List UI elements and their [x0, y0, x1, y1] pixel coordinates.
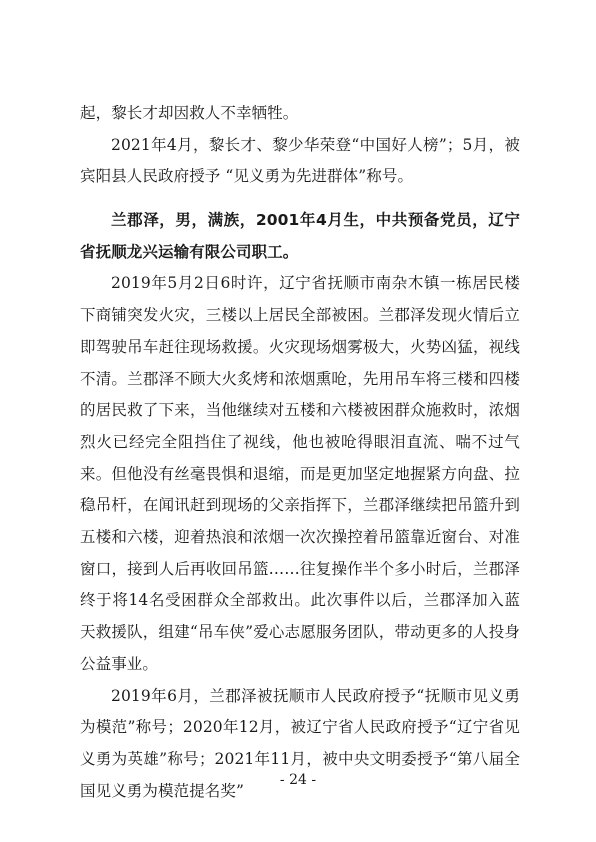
paragraph-honors-li: 2021年4月，黎长才、黎少华荣登“中国好人榜”；5月，被宾阳县人民政府授予 “见义勇为先进群体”称号。: [80, 135, 520, 186]
top-text-block: [80, 98, 520, 193]
paragraph-honors-lan: 2019年6月，兰郡泽被抚顺市人民政府授予“抚顺市见义勇为模范”称号；2020年12月，被辽宁省人民政府授予“辽宁省见义勇为英雄”称号；2021年11月，被中央文明委授予“第八届全国见义勇为模范提名奖”: [80, 686, 520, 800]
paragraph-continuation: 起，黎长才却因救人不幸牺牲。: [80, 104, 299, 122]
bottom-text-block: [80, 205, 520, 807]
paragraph-rescue-story: 2019年5月2日6时许，辽宁省抚顺市南杂木镇一栋居民楼下商铺突发火灾，三楼以上居民全部被困。兰郡泽发现火情后立即驾驶吊车赶往现场救援。火灾现场烟雾极大，火势凶猛，视线不清。兰郡泽不顾大火炙烤和浓烟熏呛，先用吊车将三楼和四楼的居民救了下来，当他继续对五楼和六楼被困群众施救时，浓烟烈火已经完全阻挡住了视线，他也被呛得眼泪直流、喘不过气来。但他没有丝毫畏惧和退缩，而是更加坚定地握紧方向盘、拉稳吊杆，在闻讯赶到现场的父亲指挥下，兰郡泽继续把吊篮升到五楼和六楼，迎着热浪和浓烟一次次操控着吊篮靠近窗台、对准窗口，接到人后再收回吊篮……往复操作半个多小时后，兰郡泽终于将14名受困群众全部救出。此次事件以后，兰郡泽加入蓝天救援队，组建“吊车侠”爱心志愿服务团队，带动更多的人投身公益事业。: [80, 274, 520, 673]
page-number: - 24 -: [279, 772, 317, 788]
person-heading: 兰郡泽，男，满族，2001年4月生，中共预备党员，辽宁省抚顺龙兴运输有限公司职工。: [80, 211, 520, 261]
